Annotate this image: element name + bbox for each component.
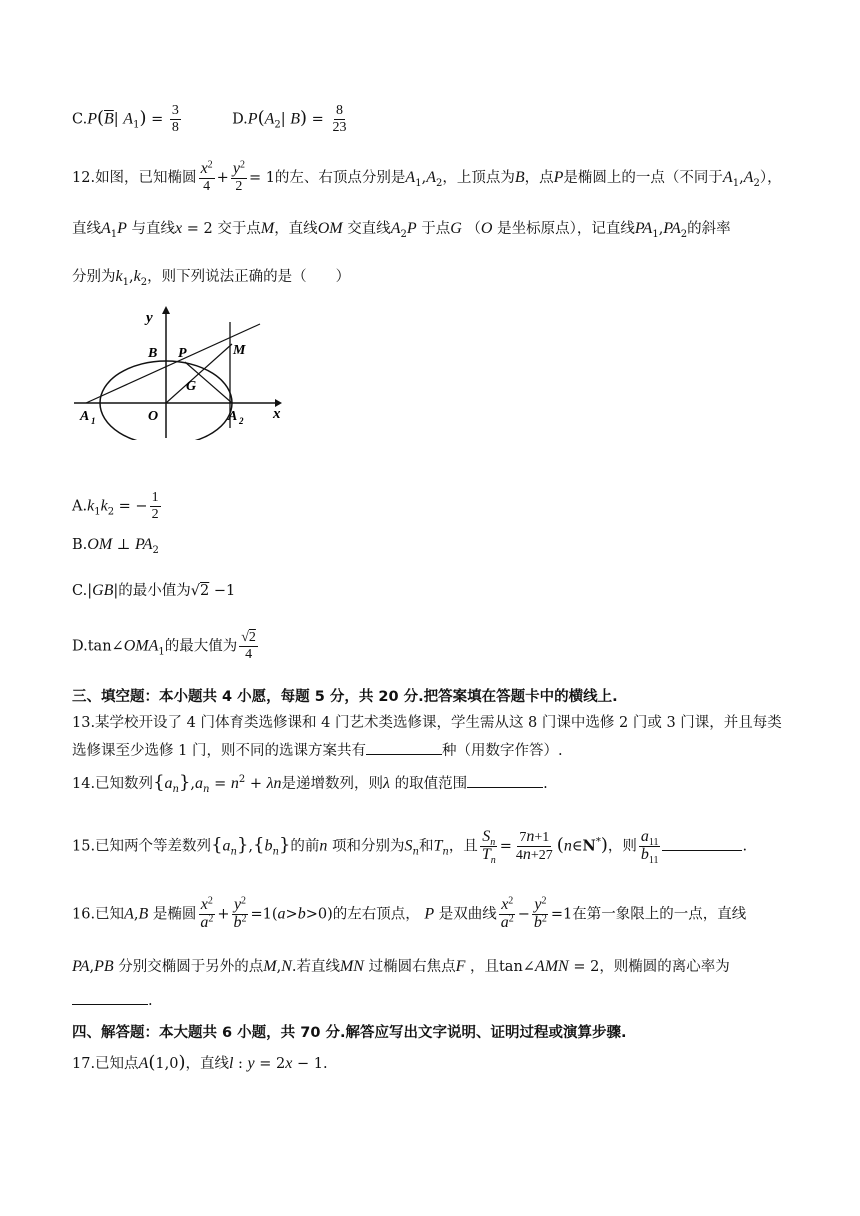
figure-label-o: O bbox=[148, 409, 159, 424]
figure-label-m: M bbox=[233, 343, 246, 358]
section-3-heading: 三、填空题：本小题共 4 小愿，每题 5 分，共 20 分.把答案填在答题卡中的横线上. bbox=[72, 689, 618, 705]
q12-option-c: C.|GB|的最小值为√2 −1 bbox=[72, 582, 236, 599]
q12-line-1: 12.如图，已知椭圆 $\frac{x^2}{4}$ + $\frac{y^2}{2}$ = 1的左、右顶点分别是$A_1,A_2$，上顶点为B，点P是椭圆上的一点（不同于$A_1,A_2$）， bbox=[72, 159, 782, 194]
q14-line: 14.已知数列$\{a_n\},a_n = n^2 + \lambda n$是递增数列，则λ 的取值范围 . bbox=[72, 772, 548, 795]
q16-line-3: . bbox=[72, 990, 153, 1012]
svg-text:2: 2 bbox=[239, 416, 244, 426]
q12-line-2: 直线$A_1P$ 与直线x = 2 交于点M，直线OM 交直线$A_2P$ 于点G （O 是坐标原点），记直线$PA_1,PA_2$的斜率 bbox=[72, 220, 731, 240]
q12-ellipse-figure bbox=[68, 300, 290, 440]
q12-option-a: $A.k_1k_2$ = − $\frac{1}{2}$ bbox=[72, 490, 159, 522]
q16-line-2: PA,PB 分别交椭圆于另外的点M,N.若直线MN 过椭圆右焦点F ，且tan∠AMN = 2，则椭圆的离心率为 bbox=[72, 958, 730, 975]
section-4-heading: 四、解答题：本大题共 6 小题，共 70 分.解答应写出文字说明、证明过程或演算步骤. bbox=[72, 1025, 627, 1041]
q12-option-d: $D.\tan\angle OMA_1$的最大值为 $\frac{√2}{4}$ bbox=[72, 630, 256, 662]
q15-line: 15.已知两个等差数列$\{a_n\},\{b_n\}$的前n 项和分别为$S_n$和$T_n$，且 $\frac{S_n}{T_n}$ = $\frac{7n+1}{4n+27}$ (n∈N*)，则 $\frac{a_{11}}{b_{11}}$ . bbox=[72, 828, 748, 866]
q14-answer-blank[interactable] bbox=[467, 773, 543, 788]
q13-line-2: 选修课至少选修 1 门，则不同的选课方案共有 种（用数字作答）. bbox=[72, 740, 563, 762]
q11-option-c-fraction: $\frac{3}{8}$ bbox=[171, 103, 179, 135]
figure-label-a1: A bbox=[80, 409, 90, 424]
figure-label-y: y bbox=[146, 310, 153, 326]
q13-answer-blank[interactable] bbox=[366, 740, 442, 755]
figure-label-p: P bbox=[178, 346, 187, 361]
q11-option-c-label: C. bbox=[72, 111, 88, 128]
q11-options-cd: $C.P(\overline{B}|$ $A_1$) = $\frac{3}{8}$ $D.P(A_2|$ B) = $\frac{8}{23}$ bbox=[72, 103, 347, 135]
figure-label-g: G bbox=[186, 379, 197, 394]
q17-line: 17.已知点A(1,0)，直线l : y = 2x − 1. bbox=[72, 1052, 328, 1073]
q12-option-b: B.OM ⊥ $PA_2$ bbox=[72, 536, 159, 556]
q11-option-d-fraction: $\frac{8}{23}$ bbox=[332, 103, 347, 135]
q12-line-3: 分别为$k_1,k_2$，则下列说法正确的是（ ） bbox=[72, 268, 351, 288]
q13-line-1: 13.某学校开设了 4 门体育类选修课和 4 门艺术类选修课，学生需从这 8 门课中选修 2 门或 3 门课，并且每类 bbox=[72, 715, 782, 731]
figure-label-b: B bbox=[148, 346, 158, 361]
figure-label-a2: A bbox=[228, 409, 238, 424]
q15-answer-blank[interactable] bbox=[662, 836, 742, 851]
q11-option-d-label: D. bbox=[232, 111, 248, 128]
svg-text:1: 1 bbox=[91, 416, 96, 426]
q16-line-1: 16.已知A,B 是椭圆 $\frac{x^2}{a^2}$ + $\frac{y^2}{b^2}$ =1(a>b>0)的左右顶点， P 是双曲线 $\frac{x^2}{a^2}$ − $\frac{y^2}{b^2}$ =1在第一象限上的一点，直线 bbox=[72, 895, 747, 931]
q16-answer-blank[interactable] bbox=[72, 990, 148, 1005]
figure-label-x: x bbox=[273, 406, 281, 422]
